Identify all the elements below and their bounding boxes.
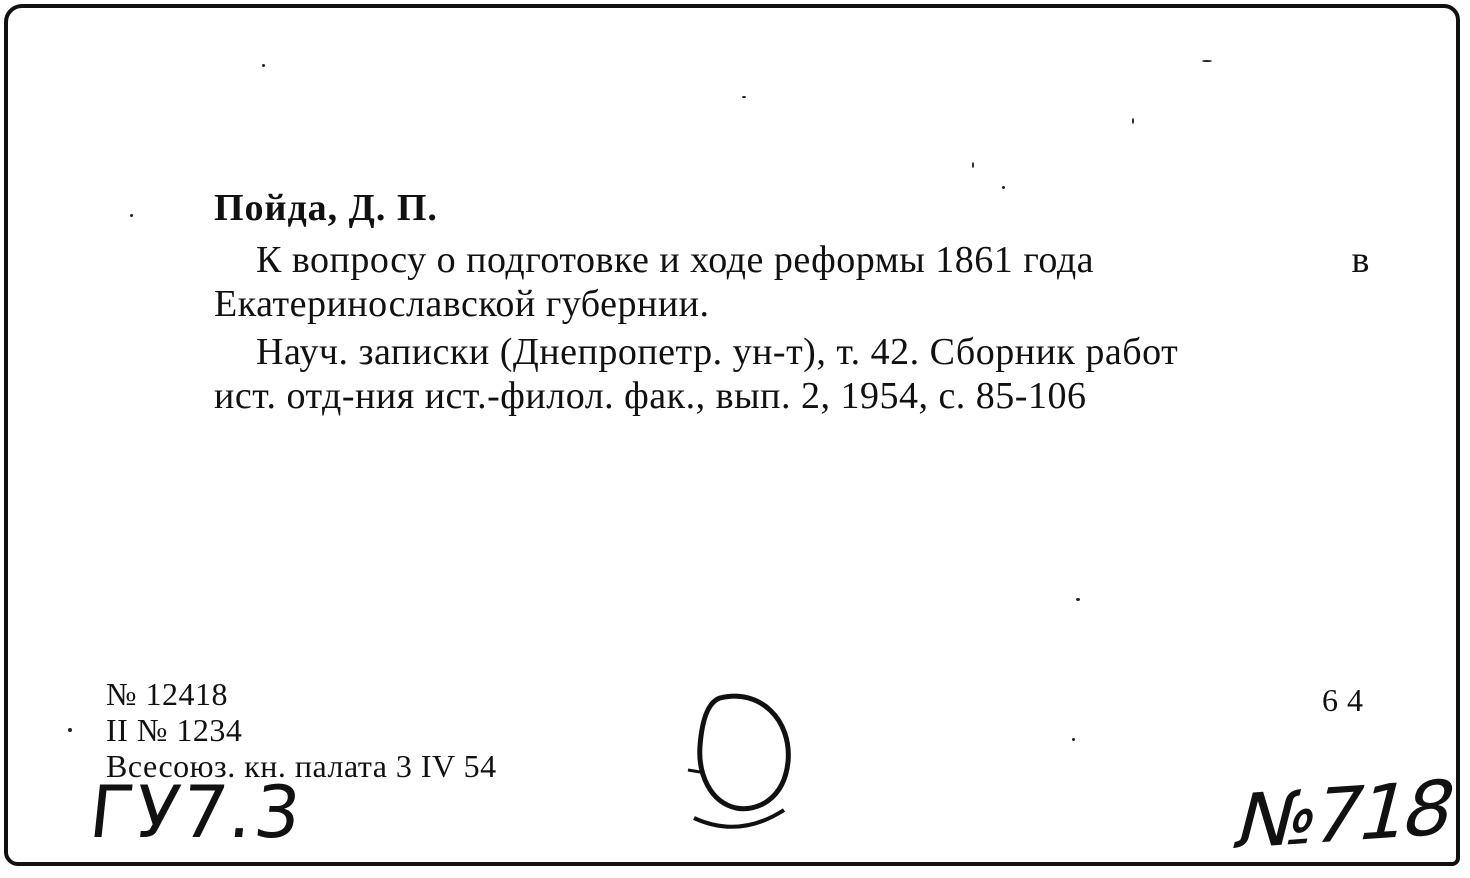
title-line-1-end: в <box>1351 239 1370 281</box>
scan-speck <box>972 162 974 168</box>
source-line-1: Науч. записки (Днепропетр. ун-т), т. 42. Сборник работ <box>256 331 1179 373</box>
scan-speck <box>1002 186 1005 189</box>
secondary-number: II № 1234 <box>106 712 243 748</box>
title-line-1 <box>256 238 1370 282</box>
source-line-2: ист. отд-ния ист.-филол. фак., вып. 2, 1954, с. 85-106 <box>214 375 1087 417</box>
author-name: Пойда, Д. П. <box>214 187 438 229</box>
scan-speck <box>1132 118 1134 124</box>
scan-speck <box>262 64 265 67</box>
scan-speck <box>1072 738 1075 741</box>
scan-speck <box>130 214 133 217</box>
title-line-1-main: К вопросу о подготовке и ходе реформы 1861 года <box>256 239 1095 281</box>
classification-code: 6 4 <box>1322 682 1364 718</box>
handwritten-inventory-number: №718 <box>1226 762 1462 867</box>
handwritten-shelf-mark: ГУ7.3 <box>85 770 307 854</box>
book-chamber-line: Всесоюз. кн. палата 3 IV 54 <box>106 748 497 784</box>
punch-hole-icon <box>680 690 810 840</box>
title-line-2: Екатеринославской губернии. <box>214 283 710 325</box>
scan-speck <box>1202 60 1212 62</box>
scan-speck <box>1076 598 1080 601</box>
record-number: № 12418 <box>106 676 229 712</box>
scan-speck <box>742 96 746 98</box>
scan-speck <box>68 728 72 732</box>
